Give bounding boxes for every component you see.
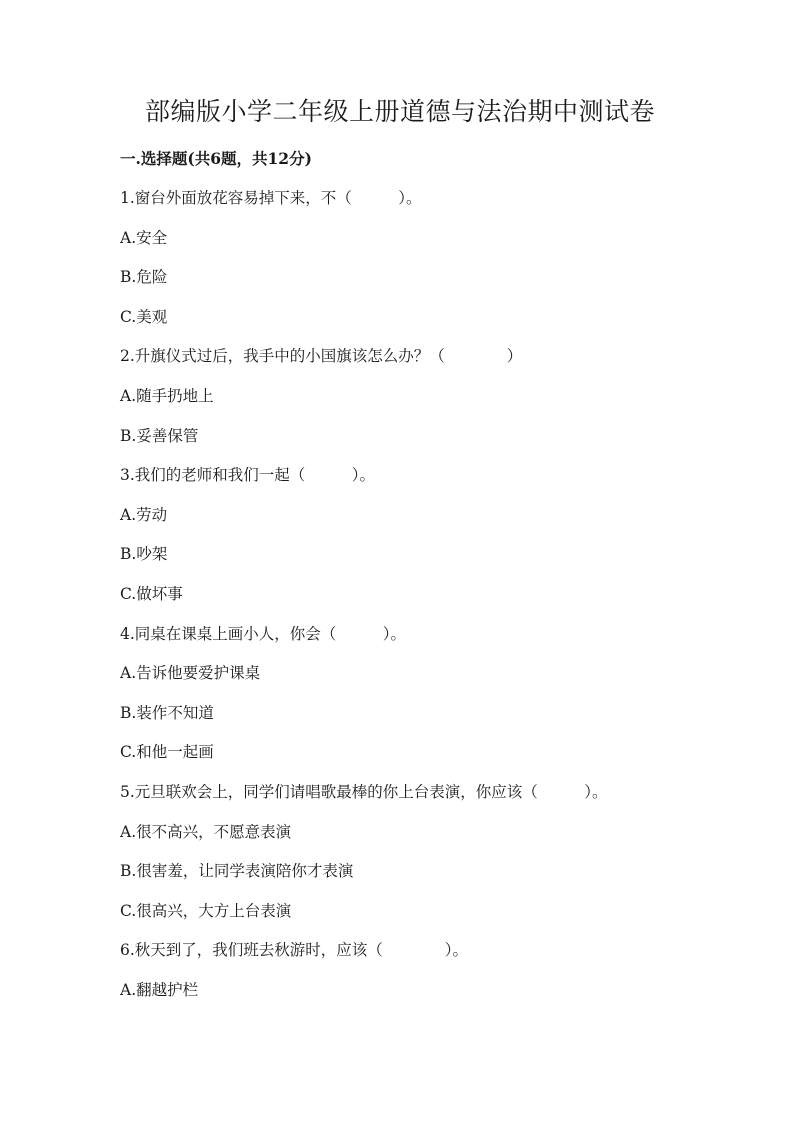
question-5-option-b: B.很害羞，让同学表演陪你才表演 (120, 862, 354, 880)
section-heading-multiple-choice: 一.选择题(共6题，共12分) (120, 149, 312, 168)
question-2-option-a: A.随手扔地上 (120, 387, 214, 405)
question-3-option-a: A.劳动 (120, 506, 168, 524)
question-1-option-a: A.安全 (120, 229, 168, 247)
question-5-option-c: C.很高兴，大方上台表演 (120, 902, 292, 920)
question-5-stem: 5.元旦联欢会上，同学们请唱歌最棒的你上台表演，你应该（ ）。 (120, 783, 608, 801)
question-6-option-a: A.翻越护栏 (120, 981, 199, 999)
question-4-stem: 4.同桌在课桌上画小人，你会（ ）。 (120, 625, 407, 643)
question-4-option-c: C.和他一起画 (120, 743, 214, 761)
question-3-stem: 3.我们的老师和我们一起（ ）。 (120, 466, 376, 484)
question-4-option-a: A.告诉他要爱护课桌 (120, 664, 261, 682)
question-6-stem: 6.秋天到了，我们班去秋游时，应该（ ）。 (120, 941, 469, 959)
exam-title: 部编版小学二年级上册道德与法治期中测试卷 (144, 97, 655, 126)
question-3-option-c: C.做坏事 (120, 585, 183, 603)
question-5-option-a: A.很不高兴，不愿意表演 (120, 823, 292, 841)
question-1-stem: 1.窗台外面放花容易掉下来，不（ ）。 (120, 189, 422, 207)
question-1-option-b: B.危险 (120, 268, 168, 286)
question-3-option-b: B.吵架 (120, 545, 168, 563)
question-1-option-c: C.美观 (120, 308, 168, 326)
question-2-option-b: B.妥善保管 (120, 427, 199, 445)
question-4-option-b: B.装作不知道 (120, 704, 214, 722)
question-2-stem: 2.升旗仪式过后，我手中的小国旗该怎么办？（ ） (120, 347, 523, 365)
